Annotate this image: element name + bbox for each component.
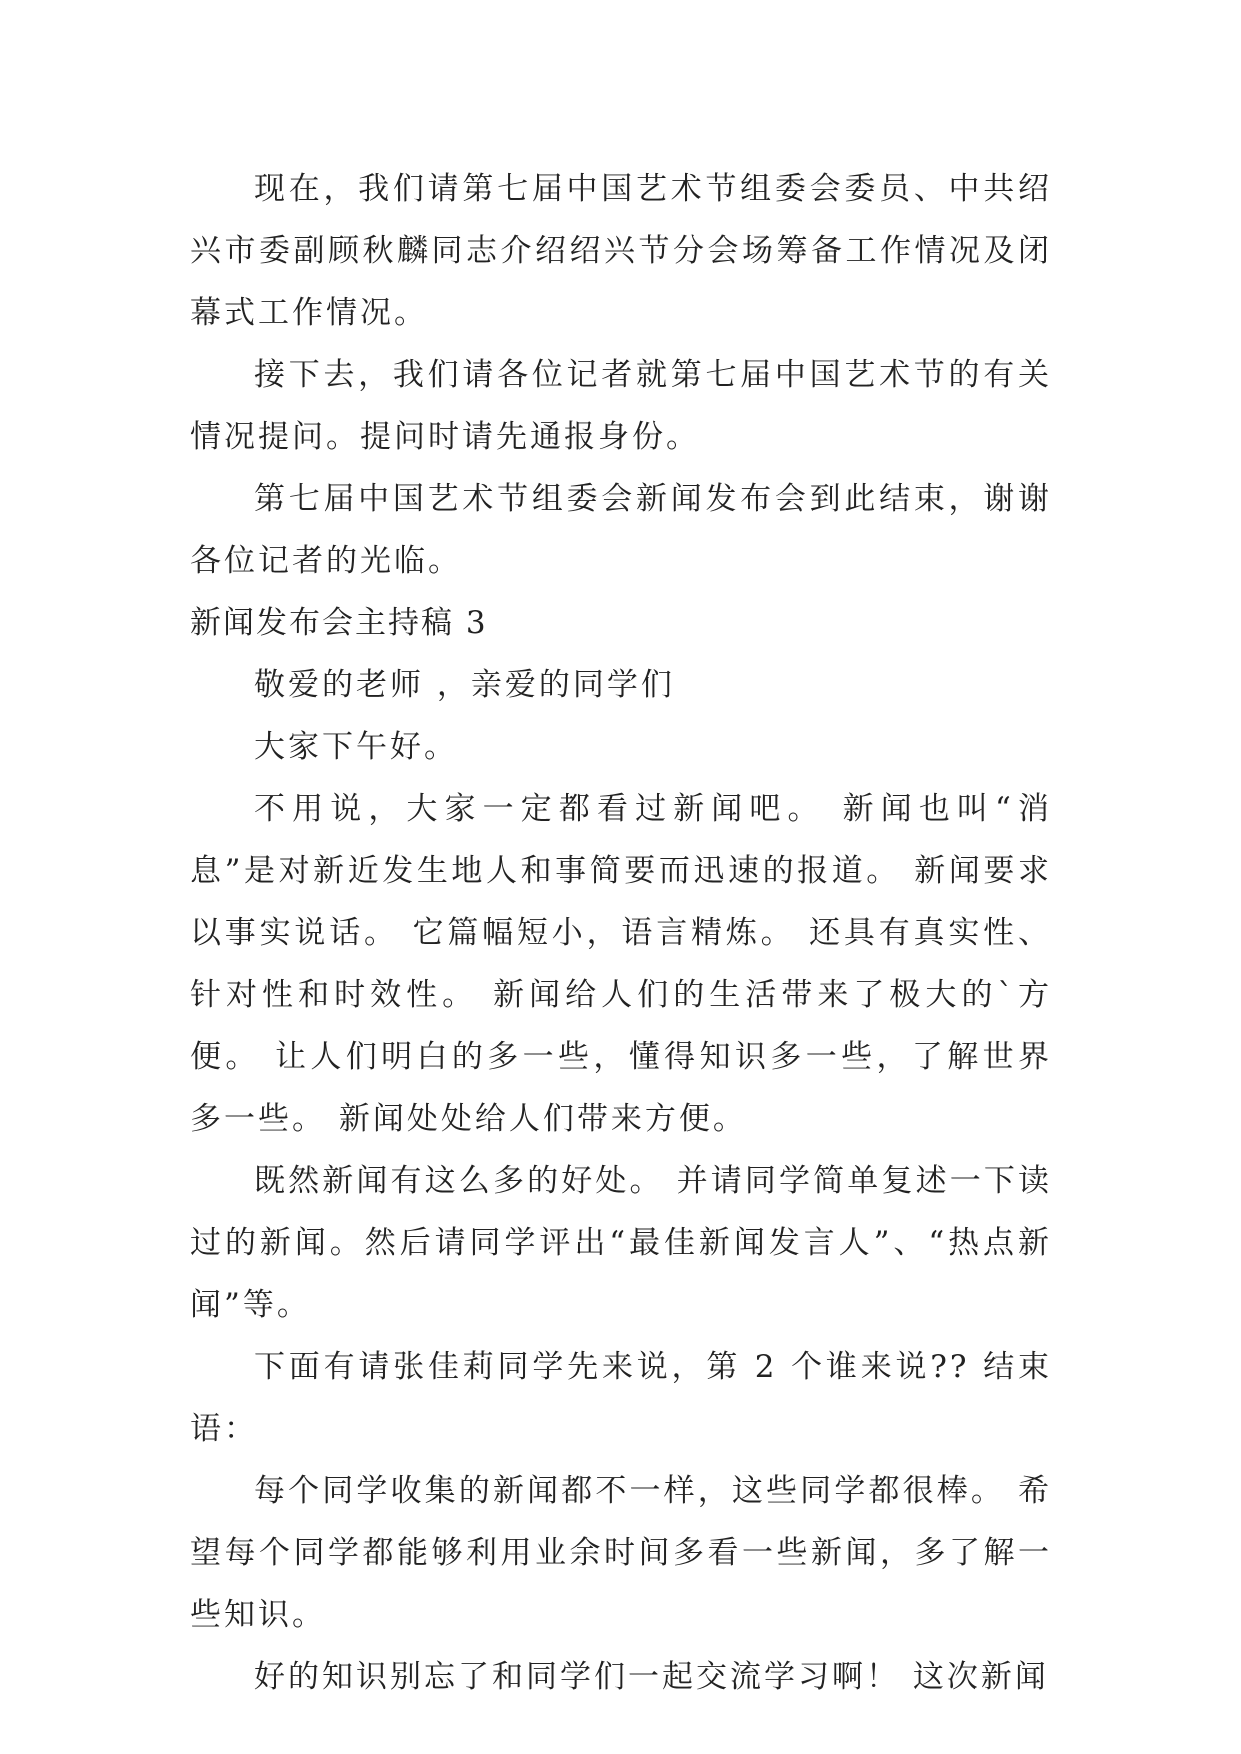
paragraph-news-definition: 不用说，大家一定都看过新闻吧。 新闻也叫“消息”是对新近发生地人和事简要而迅速的报道。 新闻要求以事实说话。 它篇幅短小，语言精炼。 还具有真实性、针对性和时效性。 新闻给人们的生活带来了极大的`方便。 让人们明白的多一些，懂得知识多一些，了解世界多一些。 新闻处处给人们带来方便。 (190, 791, 1052, 1137)
paragraph-reporter-questions: 接下去，我们请各位记者就第七届中国艺术节的有关情况提问。提问时请先通报身份。 (190, 357, 1052, 455)
paragraph-greeting-audience: 敬爱的老师 ，亲爱的同学们 (254, 667, 675, 703)
paragraph-speaker-order: 下面有请张佳莉同学先来说，第 2 个谁来说?? 结束语： (190, 1349, 1052, 1447)
paragraph-good-afternoon: 大家下午好。 (254, 729, 458, 765)
paragraph-share-knowledge: 好的知识别忘了和同学们一起交流学习啊！ 这次新闻 (254, 1659, 1049, 1695)
document-body (190, 158, 1052, 1708)
section-heading: 新闻发布会主持稿 3 (190, 605, 488, 641)
paragraph-conference-end: 第七届中国艺术节组委会新闻发布会到此结束，谢谢各位记者的光临。 (190, 481, 1052, 579)
paragraph-news-benefits: 既然新闻有这么多的好处。 并请同学简单复述一下读过的新闻。然后请同学评出“最佳新闻发言人”、“热点新闻”等。 (190, 1163, 1052, 1323)
paragraph-closing-remarks: 每个同学收集的新闻都不一样，这些同学都很棒。 希望每个同学都能够利用业余时间多看一些新闻，多了解一些知识。 (190, 1473, 1052, 1633)
paragraph-introduce-speaker: 现在，我们请第七届中国艺术节组委会委员、中共绍兴市委副顾秋麟同志介绍绍兴节分会场筹备工作情况及闭幕式工作情况。 (190, 171, 1052, 331)
